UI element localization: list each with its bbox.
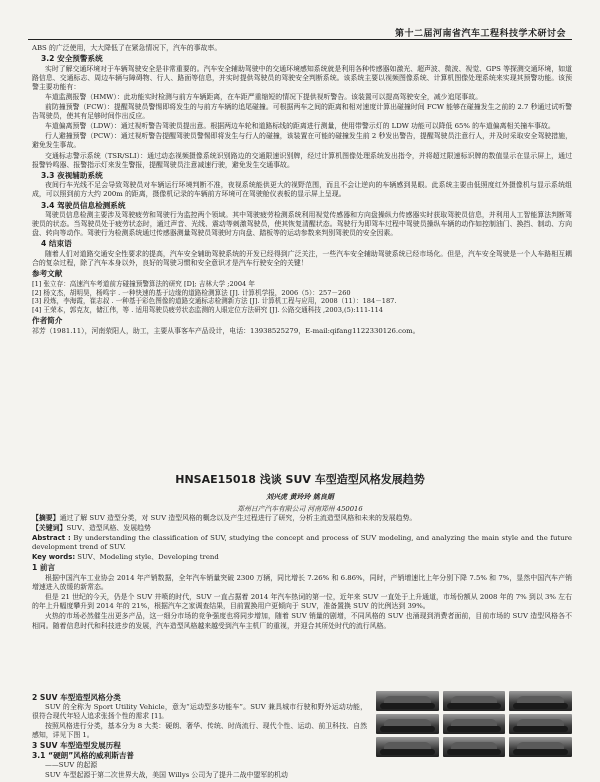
keywords-en-text: SUV、Modeling style、Developing trend [77, 553, 219, 562]
section-heading: 3.2 安全预警系统 [41, 54, 103, 64]
photo-row [376, 714, 572, 734]
article-title: HNSAE15018 浅谈 SUV 车型造型风格发展趋势 [175, 473, 425, 486]
paragraph: 随着人们对道路交通安全性要求的提高，汽车安全辅助驾驶系统的开发已经得到广泛关注，一些汽车安全辅助驾驶系统已经市场化。但是，汽车安全驾驶是一个人车路相互耦合的复杂过程，除了汽车本身以外，良好的驾驶习惯和安全意识才是汽车行驶安全的关键！ [32, 249, 572, 268]
abstract-text: 通过了解 SUV 造型分类，对 SUV 造型风格的概念以及产生过程进行了研究，分析主流造型风格和未来的发展趋势。 [59, 514, 417, 522]
section-heading: 4 结束语 [41, 239, 72, 249]
paragraph: 根据中国汽车工业协会 2014 年产销数据，全年汽车销量突破 2300 万辆，同比增长 7.26% 和 6.86%，同时，产销增速比上年分别下降 7.5% 和 7%，显然中国汽车产销增速进入放缓的新常态。 [32, 574, 572, 592]
paragraph: 交通标志警示系统（TSR/SLI）：通过动态视频摄像系统识别路边的交通限速识别牌，经过计算机图像处理系统发出指令，并将超过限速标识牌的数值显示在显示屏上，通过报警铃鸣器、报警指示灯来发生警报，提醒驾驶员注意减速行驶，避免发生交通事故。 [32, 151, 572, 169]
suv-photo [376, 691, 439, 711]
article-affiliation: 郑州日产汽车有限公司 河南郑州 450016 [237, 505, 363, 513]
previous-article-continuation [32, 44, 572, 336]
subsection-heading: 3.1 “硬朗”风格的威利斯吉普 [32, 751, 135, 761]
abstract-en [32, 534, 572, 552]
keywords-text: SUV、造型风格、发展趋势 [66, 524, 151, 533]
keywords [32, 524, 572, 533]
section-heading: 2 SUV 车型造型风格分类 [32, 693, 121, 702]
paragraph: 火热的市场必然催生出更多产品，这一细分市场的竞争强度也将同步增加，随着 SUV 销量的剧增，不同风格的 SUV 也涌现到消费者面前，目前市场的 SUV 造型风格各不相同。随着信息时代和科技进步的发展，汽车造型风格越来越受到汽车主机厂的重视，并迎合其所处时代的流行风格。 [32, 612, 572, 630]
left-column [32, 693, 367, 782]
suv-photo [376, 737, 439, 757]
reference-item: [1] 张立存：高速汽车考道前方碰撞预警算法的研究 [D]; 吉林大学 ;2004 年 [32, 279, 255, 288]
photo-row [376, 737, 572, 757]
suv-photo [443, 714, 506, 734]
article-authors: 刘兴虎 黄玲玲 姚良娟 [266, 492, 334, 501]
author-bio: 祁芳（1981.11），河南荥阳人，助工，主要从事客车产品设计，电话：13938525279，E-mail:qifang1122330126.com。 [32, 326, 420, 335]
section-heading: 1 前言 [32, 563, 56, 573]
paragraph: SUV 车型起源于第二次世界大战，美国 Willys 公司为了提升二战中盟军的机动 [45, 771, 288, 780]
paragraph: 实时了解交通环境对于车辆驾驶安全是非常重要的。汽车安全辅助驾驶中的交通环境感知系统就是利用各种传感器如激光、超声波、微波、视觉、GPS 等探测交通环境，如道路信息、交通标志、周边车辆与障碍物、行人、路面等信息，并实时提供驾驶员的驾驶安全判断系统。该系统主要以视频图像系统、计算机图像处理系统来实现其预警功能。该预警主要功能有： [32, 64, 572, 91]
paragraph: 按照风格进行分类，基本分为 8 大类：硬朗、奢华、传统、时尚流行、现代个性、运动、前卫科技、自然感知，详见下图 1。 [32, 722, 367, 740]
abstract [32, 514, 572, 523]
abstract-en-tag: Abstract : [32, 534, 71, 543]
paragraph: 行人避撞预警（PCW）：通过视听警告提醒驾驶员警惕即将发生与行人的碰撞，该装置在可能的碰撞发生前 2 秒发出警告，提醒驾驶员注意行人，并及时采取安全驾驶措施，避免发生事故。 [32, 132, 572, 150]
photo-row [376, 691, 572, 711]
running-header: 第十二届河南省汽车工程科技学术研讨会 [394, 29, 566, 39]
keywords-en [32, 553, 572, 562]
reference-item: [3] 段炼，李海霞，崔志叔 . 一种基于彩色图像的道路交通标志检测新方法 [J]. 计算机工程与应用，2008（11）：184－187. [32, 297, 397, 306]
paragraph: SUV 的全称为 Sport Utility Vehicle，意为“运动型多功能车”。SUV 兼具城市行驶和野外运动功能，很符合现代年轻人追求张扬个性的需求 [1]。 [32, 703, 367, 721]
paragraph: 但是 21 世纪的今天，仍是个 SUV 井喷的时代，SUV 一直占据着 2014 年汽车热词的第一位，近年来 SUV 一直处于上升通道，市场份额从 2008 年的 7% 到以 3% 左右的年上升幅度攀升到 2014 年的 21%，根据汽车之家调查结果，目前置换用户更倾向于 SUV，准备置换 SUV 的比例达到 39%。 [32, 593, 572, 611]
abstract-tag: 【摘要】 [32, 514, 60, 522]
paragraph: ——SUV 的起源 [45, 761, 98, 770]
suv-photo [509, 737, 572, 757]
keywords-en-tag: Key words: [32, 553, 76, 562]
paragraph: 车道偏离预警（LDW）：通过视听警告驾驶员提出意。根据两边车轮和道路标线的距离进行测量，使用带警示灯的 LDW 功能可以降低 65% 的车道偏离相关撞车事故。 [45, 122, 555, 131]
suv-photo [376, 714, 439, 734]
suv-photo [509, 714, 572, 734]
paragraph: 夜间行车光线不足会导致驾驶员对车辆运行环境判断不准，夜视系统能供更大的视野范围，而且不会让逆向的车辆感到晃眼。此系统主要由低照度红外摄像机与显示系统组成，可以照到前方大约 200m 的距离，摄像机记录的车辆前方环境可在驾驶舱仪表板的显示屏上呈现。 [32, 181, 572, 199]
paragraph: ABS 的广泛使用，大大降低了在紧急情况下，汽车的事故率。 [32, 44, 222, 52]
section-heading: 3 SUV 车型造型发展历程 [32, 741, 121, 751]
reference-item: [4] 王荣本，郭克友，储江伟，等 . 适用驾驶员疲劳状态监测的人眼定位方法研究 [J]. 公路交通科技 ,2003,(5):111-114 [32, 306, 383, 315]
suv-photo [509, 691, 572, 711]
reference-item: [2] 杨文杰，胡明昊，杨鸣宇 . 一种快速的基于边缘的道路检测算法 [J]. 计算机学报，2006（5）：257－260 [32, 288, 351, 297]
author-bio-heading: 作者简介 [32, 315, 63, 325]
keywords-tag: 【关键词】 [32, 524, 67, 533]
abstract-en-text: By understanding the classification of SUV, studying the concept and process of SUV modeling, and analyzing the main style and the future development trend of SUV. [32, 534, 572, 552]
new-article-body [32, 514, 572, 632]
suv-photo [443, 691, 506, 711]
header-rule [28, 39, 572, 40]
paragraph: 车道监测报警（HMW）：此功能实时检测与前方车辆距离，在车距严重缩短的情况下提供视听警告。该装置可以提高驾驶安全，减少追尾事故。 [45, 92, 483, 101]
paragraph: 驾驶员信息检测主要涉及驾驶疲劳和驾驶行为监控两个领域。其中驾驶疲劳检测系统利用视觉传感器和方向盘操纵力传感器实时获取驾驶员信息，并利用人工智能算法判断驾驶员的状态。当驾驶员处于疲劳状态时，通过声音、光线、震动等刺激驾驶员，使其恢复清醒状态。驾驶行为即驾车过程中驾驶员操纵车辆的动作如控制油门、换挡、制动、方向盘、转向等动作。驾驶行为检测系统通过传感器测量驾驶员驾驶时方向盘、踏板等的运动参数来判别驾驶员的安全因素。 [32, 211, 572, 238]
suv-style-figure [376, 691, 572, 760]
section-heading: 3.4 驾驶员信息检测系统 [41, 200, 126, 210]
section-heading: 3.3 夜视辅助系统 [41, 170, 103, 180]
references-heading: 参考文献 [32, 269, 63, 279]
paragraph: 前防撞预警（FCW）：提醒驾驶员警惕即将发生的与前方车辆的追尾碰撞。可根据两车之间的距离和相对速度计算出碰撞时间 FCW 能够在碰撞发生之前的 2.7 秒通过试听警告驾驶员，使其有足够时间作出反应。 [32, 103, 572, 121]
suv-photo [443, 737, 506, 757]
